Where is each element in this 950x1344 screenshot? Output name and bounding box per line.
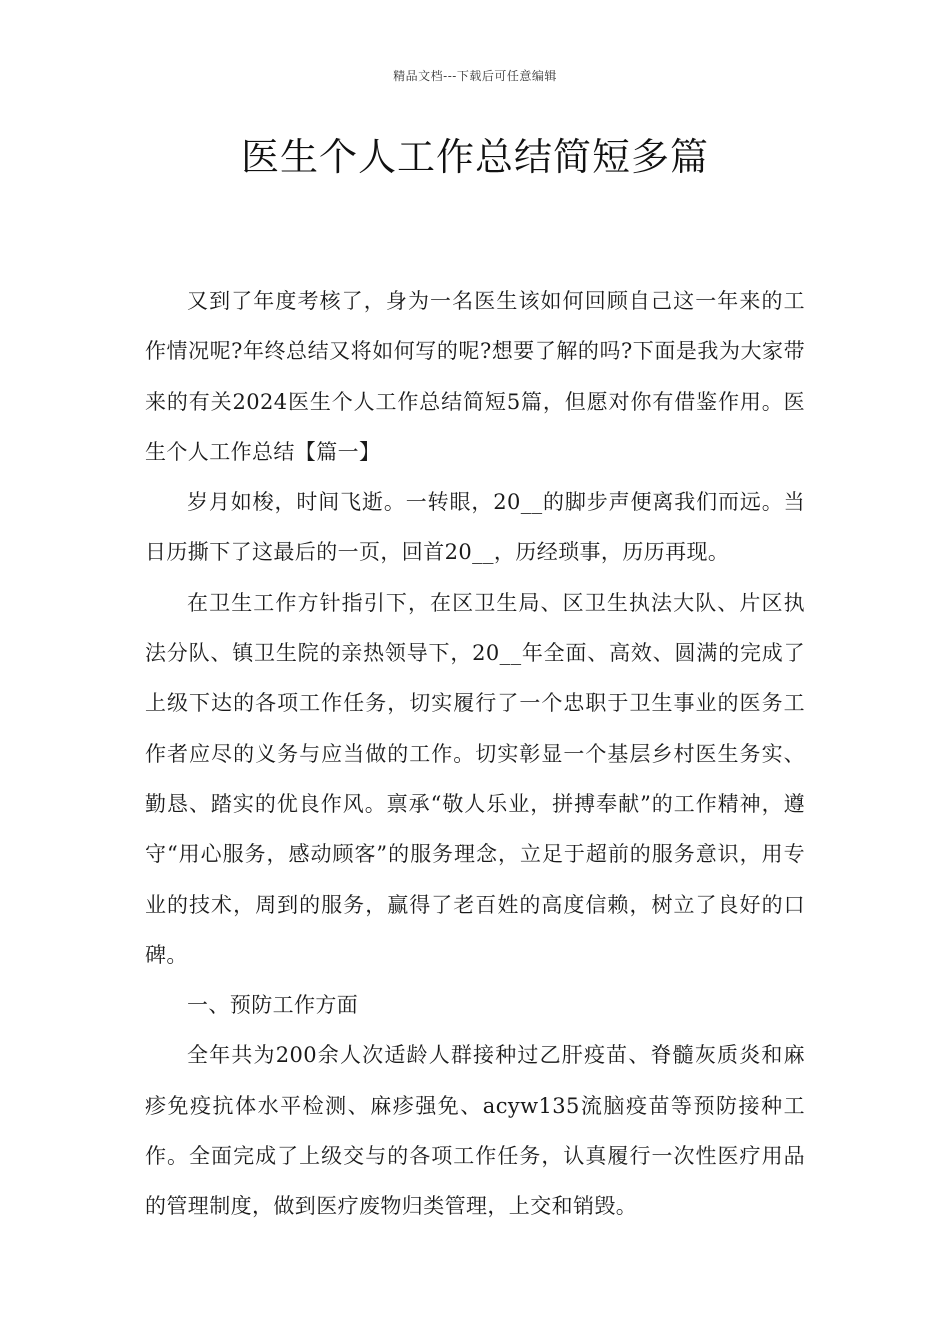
- paragraph-work-summary: 在卫生工作方针指引下，在区卫生局、区卫生执法大队、片区执法分队、镇卫生院的亲热领导下，20__年全面、高效、圆满的完成了上级下达的各项工作任务，切实履行了一个忠职于卫生事业的医务工作者应尽的义务与应当做的工作。切实彰显一个基层乡村医生务实、勤恳、踏实的优良作风。禀承“敬人乐业，拼搏奉献”的工作精神，遵守“用心服务，感动顾客”的服务理念，立足于超前的服务意识，用专业的技术，周到的服务，赢得了老百姓的高度信赖，树立了良好的口碑。: [145, 590, 805, 967]
- document-body: [145, 276, 805, 1232]
- paragraph-intro: 又到了年度考核了，身为一名医生该如何回顾自己这一年来的工作情况呢?年终总结又将如何写的呢?想要了解的吗?下面是我为大家带来的有关2024医生个人工作总结简短5篇，但愿对你有借鉴作用。医生个人工作总结【篇一】: [145, 289, 805, 464]
- document-title: 医生个人工作总结简短多篇: [240, 135, 709, 179]
- paragraph-time: 岁月如梭，时间飞逝。一转眼，20__的脚步声便离我们而远。当日历撕下了这最后的一页，回首20__，历经琐事，历历再现。: [145, 490, 805, 565]
- header-note: 精品文档---下载后可任意编辑: [393, 69, 557, 83]
- section-heading-prevention: 一、预防工作方面: [187, 993, 359, 1018]
- paragraph-prevention: 全年共为200余人次适龄人群接种过乙肝疫苗、脊髓灰质炎和麻疹免疫抗体水平检测、麻疹强免、acyw135流脑疫苗等预防接种工作。全面完成了上级交与的各项工作任务，认真履行一次性医疗用品的管理制度，做到医疗废物归类管理，上交和销毁。: [145, 1043, 805, 1219]
